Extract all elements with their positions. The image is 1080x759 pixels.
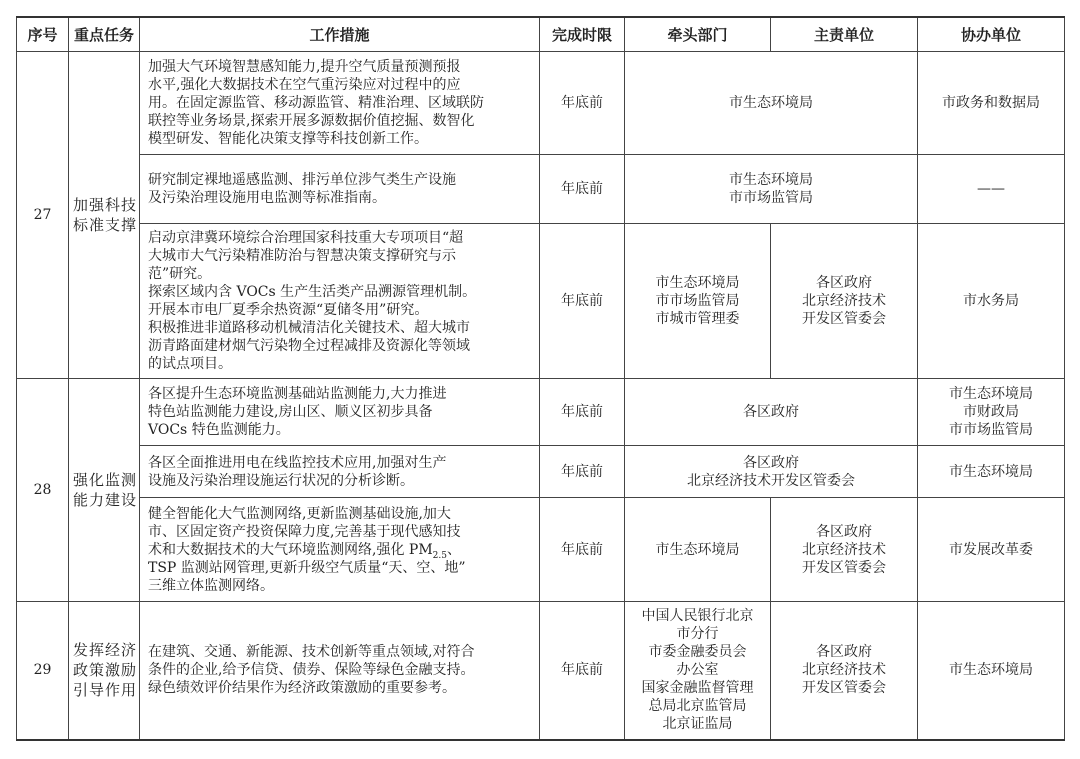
text-line: 联控等业务场景,探索开展多源数据价值挖掘、数智化: [148, 113, 475, 129]
work-measure: [140, 602, 540, 740]
text-line: 市、区固定资产投资保障力度,完善基于现代感知技: [148, 523, 461, 540]
text-line: 市市场监管局: [729, 190, 813, 206]
lead-department: [625, 52, 918, 155]
text-line: 北京经济技术: [802, 662, 886, 679]
text-line: 市财政局: [963, 404, 1019, 420]
main-unit: [771, 602, 918, 740]
row-number: 27: [17, 52, 69, 379]
header-no: 序号: [17, 17, 69, 52]
text-line: 开发区管委会: [802, 311, 886, 327]
text-line: 范”研究。: [148, 266, 212, 282]
text-line: 市政务和数据局: [942, 95, 1040, 111]
table-row: [17, 155, 1065, 224]
text-line: 北京经济技术: [802, 293, 886, 309]
work-measure: [140, 446, 540, 498]
work-measure: [140, 498, 540, 602]
text-line: 北京经济技术开发区管委会: [687, 472, 855, 489]
deadline-cell: 年底前: [540, 602, 625, 740]
table-row: [17, 52, 1065, 155]
text-line: 各区政府: [816, 644, 872, 661]
text-line: 探索区域内含 VOCs 生产生活类产品溯源管理机制。: [148, 284, 477, 300]
text-line: 在建筑、交通、新能源、技术创新等重点领域,对符合: [148, 644, 475, 661]
header-row: [17, 17, 1065, 52]
deadline-cell: 年底前: [540, 498, 625, 602]
text-line: 中国人民银行北京: [641, 608, 754, 625]
text-line: 特色站监测能力建设,房山区、顺义区初步具备: [148, 404, 433, 420]
lead-department: [625, 224, 771, 379]
text-line: 各区政府: [743, 454, 799, 471]
table-row: [17, 602, 1065, 740]
assist-unit: [918, 379, 1065, 446]
lead-department: [625, 446, 918, 498]
header-lead: 牵头部门: [625, 17, 771, 52]
text-line: [148, 541, 531, 559]
text-line: 市分行: [676, 626, 719, 643]
text-line: TSP 监测站网管理,更新升级空气质量“天、空、地”: [148, 559, 466, 576]
main-unit: [771, 498, 918, 602]
header-measure: 工作措施: [140, 17, 540, 52]
work-measure: [140, 379, 540, 446]
table-row: [17, 224, 1065, 379]
row-number: 29: [17, 602, 69, 740]
text-line: 市生态环境局: [949, 662, 1033, 679]
lead-department: [625, 602, 771, 740]
text-line: 开发区管委会: [802, 559, 886, 576]
text-line: 设施及污染治理设施运行状况的分析诊断。: [148, 472, 414, 489]
text-line: 市发展改革委: [949, 541, 1033, 558]
header-deadline: 完成时限: [540, 17, 625, 52]
header-main: 主责单位: [771, 17, 918, 52]
text-line: 启动京津冀环境综合治理国家科技重大专项项目“超: [148, 230, 464, 246]
text-line: 加强大气环境智慧感知能力,提升空气质量预测预报: [148, 59, 461, 75]
text-line: 市市场监管局: [655, 293, 740, 309]
text-line: 各区政府: [743, 404, 799, 420]
assist-unit: [918, 498, 1065, 602]
text-line: 健全智能化大气监测网络,更新监测基础设施,加大: [148, 505, 451, 522]
text-line: 市生态环境局: [729, 172, 813, 188]
text-fragment: 术和大数据技术的大气环境监测网络,强化 PM: [148, 541, 433, 558]
work-measure: [140, 224, 540, 379]
text-line: 模型研发、智能化决策支撑等科技创新工作。: [148, 131, 428, 147]
table-row: [17, 498, 1065, 602]
text-line: 市委金融委员会: [648, 644, 747, 661]
text-line: 各区政府: [816, 275, 872, 291]
deadline-cell: 年底前: [540, 155, 625, 224]
table-row: [17, 446, 1065, 498]
row-number: 28: [17, 379, 69, 602]
text-line: 国家金融监督管理: [641, 680, 754, 697]
assist-unit: [918, 602, 1065, 740]
text-line: 各区政府: [816, 523, 872, 540]
text-line: 市生态环境局: [655, 275, 740, 291]
deadline-cell: 年底前: [540, 224, 625, 379]
key-task: [69, 602, 140, 740]
text-line: 市城市管理委: [655, 311, 740, 327]
text-line: 市水务局: [963, 293, 1019, 309]
deadline-cell: 年底前: [540, 446, 625, 498]
text-line: 北京经济技术: [802, 541, 886, 558]
text-line: 开发区管委会: [802, 680, 886, 697]
text-line: 及污染治理设施用电监测等标准指南。: [148, 190, 386, 206]
deadline-cell: 年底前: [540, 379, 625, 446]
task-table: [16, 16, 1065, 741]
text-line: 各区全面推进用电在线监控技术应用,加强对生产: [148, 454, 447, 471]
text-line: 北京证监局: [662, 716, 733, 733]
assist-unit: [918, 155, 1065, 224]
text-line: 市生态环境局: [655, 541, 740, 558]
text-line: 绿色绩效评价结果作为经济政策激励的重要参考。: [148, 680, 456, 697]
assist-unit: [918, 446, 1065, 498]
text-line: 的试点项目。: [148, 356, 232, 372]
main-unit: [771, 224, 918, 379]
key-task: [69, 52, 140, 379]
text-line: ——: [977, 181, 1005, 197]
text-line: VOCs 特色监测能力。: [148, 422, 290, 438]
table-row: [17, 379, 1065, 446]
work-measure: [140, 155, 540, 224]
text-line: 市生态环境局: [949, 463, 1033, 480]
text-fragment: 、: [446, 541, 461, 558]
text-line: 总局北京监管局: [648, 698, 747, 715]
key-task: [69, 379, 140, 602]
lead-department: [625, 155, 918, 224]
text-line: 引导作用: [73, 681, 138, 700]
text-line: 市市场监管局: [949, 422, 1033, 438]
text-line: 开展本市电厂夏季余热资源“夏储冬用”研究。: [148, 302, 429, 318]
text-line: 政策激励: [73, 661, 138, 680]
text-line: 三维立体监测网络。: [148, 577, 274, 594]
text-line: 水平,强化大数据技术在空气重污染应对过程中的应: [148, 77, 461, 93]
assist-unit: [918, 52, 1065, 155]
text-line: 发挥经济: [73, 641, 138, 660]
text-line: 市生态环境局: [729, 95, 813, 111]
text-line: 沥青路面建材烟气污染物全过程减排及资源化等领域: [148, 338, 470, 354]
text-line: 强化监测: [73, 471, 138, 489]
text-line: 条件的企业,给予信贷、债券、保险等绿色金融支持。: [148, 662, 475, 679]
text-line: 市生态环境局: [949, 386, 1033, 402]
text-line: 大城市大气污染精准防治与智慧决策支撑研究与示: [148, 248, 456, 264]
text-line: 标准支撑: [73, 216, 138, 234]
text-line: 研究制定裸地遥感监测、排污单位涉气类生产设施: [148, 172, 456, 188]
header-task: 重点任务: [69, 17, 140, 52]
text-line: 积极推进非道路移动机械清洁化关键技术、超大城市: [148, 320, 470, 336]
text-line: 办公室: [676, 662, 719, 679]
header-assist: 协办单位: [918, 17, 1065, 52]
text-line: 各区提升生态环境监测基础站监测能力,大力推进: [148, 386, 447, 402]
lead-department: [625, 379, 918, 446]
text-line: 加强科技: [73, 196, 138, 214]
lead-department: [625, 498, 771, 602]
text-fragment: 2.5: [432, 550, 447, 561]
text-line: 用。在固定源监管、移动源监管、精准治理、区域联防: [148, 95, 484, 111]
text-line: 能力建设: [73, 491, 138, 509]
assist-unit: [918, 224, 1065, 379]
work-measure: [140, 52, 540, 155]
deadline-cell: 年底前: [540, 52, 625, 155]
